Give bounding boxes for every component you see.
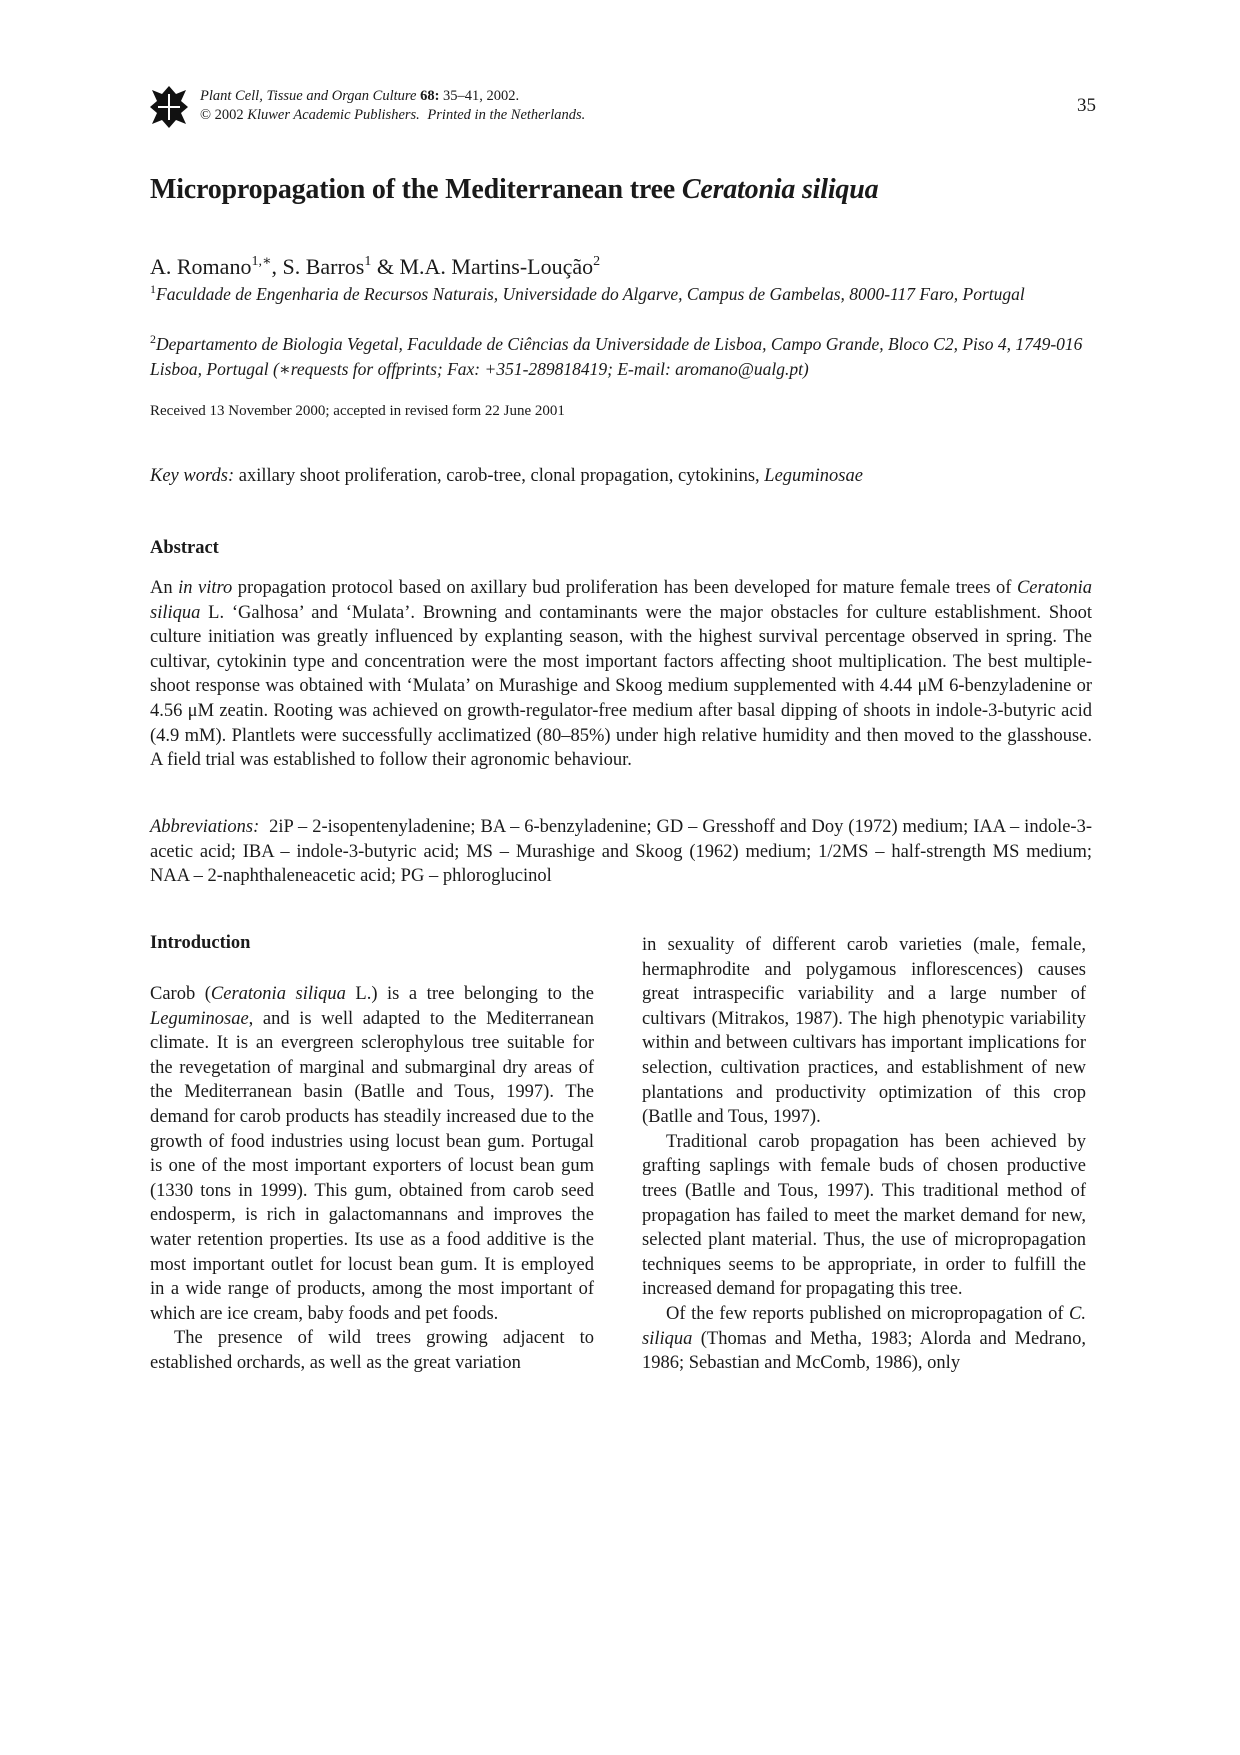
intro-p1-text-a: Carob (: [150, 984, 211, 1004]
received-dates: Received 13 November 2000; accepted in revised form 22 June 2001: [150, 403, 565, 419]
intro-p5-text-a: Of the few reports published on micropropagation of: [666, 1303, 1070, 1324]
publisher-name: Kluwer Academic Publishers.: [247, 107, 420, 123]
intro-paragraph-5: [642, 1302, 1086, 1376]
journal-pages: 35–41, 2002.: [443, 88, 520, 104]
abstract-heading: Abstract: [150, 538, 219, 558]
paper-title: [150, 174, 878, 206]
affiliation-2-text: Departamento de Biologia Vegetal, Faculdade de Ciências da Universidade de Lisboa, Campo Grande, Bloco C2, Piso 4, 1749-016 Lisboa, Portugal (∗requests for offprints; Fax: +351-289818419; E-mail: aromano@ualg.pt): [150, 334, 1083, 379]
publisher-logo-icon: [150, 84, 188, 130]
left-column: [150, 982, 594, 1376]
author-martins-sup: 2: [593, 254, 601, 269]
affiliation-1-sup: 1: [150, 282, 156, 296]
abstract-body: [150, 576, 1092, 773]
right-column: [642, 933, 1086, 1376]
keywords-label: Key words:: [150, 466, 235, 486]
journal-citation: [200, 87, 585, 125]
intro-p5-text-b: (Thomas and Metha, 1983; Alorda and Medrano, 1986; Sebastian and McComb, 1986), only: [642, 1328, 1086, 1374]
intro-p1-italic-1: Ceratonia siliqua: [210, 984, 346, 1004]
intro-paragraph-4: Traditional carob propagation has been achieved by grafting saplings with female buds of chosen productive trees (Batlle and Tous, 1997). This traditional method of propagation has failed to meet the market demand for new, selected plant material. Thus, the use of micropropagation techniques seems to be appropriate, in order to fulfill the increased demand for propagating this tree.: [642, 1131, 1086, 1300]
intro-paragraph-1: [150, 982, 594, 1326]
keywords: [150, 466, 863, 487]
printed-note: Printed in the Netherlands.: [427, 107, 586, 123]
introduction-heading: Introduction: [150, 933, 251, 953]
keywords-last: Leguminosae: [764, 466, 863, 486]
author-list: [150, 254, 600, 280]
author-martins-loucao: & M.A. Martins-Loução: [371, 254, 594, 279]
intro-p1-text-b: L.) is a tree belonging to the: [345, 984, 595, 1004]
page-number: 35: [1077, 95, 1096, 116]
copyright-symbol: ©: [200, 107, 212, 123]
journal-line-1: [200, 87, 585, 106]
keywords-text: axillary shoot proliferation, carob-tree, clonal propagation, cytokinins,: [238, 466, 760, 486]
intro-p5-italic: C. siliqua: [642, 1303, 1086, 1349]
journal-name: Plant Cell, Tissue and Organ Culture: [200, 88, 417, 104]
title-species: Ceratonia siliqua: [681, 174, 879, 205]
journal-line-2: [200, 106, 585, 125]
affiliation-1-text: Faculdade de Engenharia de Recursos Naturais, Universidade do Algarve, Campus de Gambelas, 8000-117 Faro, Portugal: [156, 284, 1025, 304]
journal-volume: 68:: [420, 88, 440, 104]
affiliation-2: [150, 332, 1092, 382]
abbreviations-label: Abbreviations:: [150, 817, 260, 837]
title-main: Micropropagation of the Mediterranean tree: [150, 174, 676, 205]
affiliation-2-sup: 2: [150, 332, 156, 346]
intro-paragraph-2: The presence of wild trees growing adjacent to established orchards, as well as the great variation: [150, 1328, 594, 1373]
author-barros-sup: 1: [364, 254, 372, 269]
author-romano: A. Romano: [150, 254, 252, 279]
abbreviations: [150, 815, 1092, 889]
abbreviations-text: 2iP – 2-isopentenyladenine; BA – 6-benzyladenine; GD – Gresshoff and Doy (1972) medium; IAA – indole-3-acetic acid; IBA – indole-3-butyric acid; MS – Murashige and Skoog (1962) medium; 1/2MS – half-strength MS medium; NAA – 2-naphthaleneacetic acid; PG – phloroglucinol: [150, 817, 1092, 887]
abstract-text-1: An: [150, 578, 179, 598]
abstract-text-3: L. ‘Galhosa’ and ‘Mulata’. Browning and contaminants were the major obstacles for culture establishment. Shoot culture initiation was greatly influenced by explanting season, with the highest survival percentage observed in spring. The cultivar, cytokinin type and concentration were the most important factors affecting shoot multiplication. The best multiple-shoot response was obtained with ‘Mulata’ on Murashige and Skoog medium supplemented with 4.44 μM 6-benzyladenine or 4.56 μM zeatin. Rooting was achieved on growth-regulator-free medium after basal dipping of shoots in indole-3-butyric acid (4.9 mM). Plantlets were successfully acclimatized (80–85%) under high relative humidity and then moved to the glasshouse. A field trial was established to follow their agronomic behaviour.: [150, 602, 1092, 771]
intro-p1-italic-2: Leguminosae: [150, 1008, 249, 1029]
affiliation-1: [150, 282, 1092, 307]
abstract-italic-2: Ceratonia siliqua: [150, 578, 1092, 623]
intro-p1-text-c: , and is well adapted to the Mediterranean climate. It is an evergreen sclerophylous tree suitable for the revegetation of marginal and submarginal dry areas of the Mediterranean basin (Batlle and Tous, 1997). The demand for carob products has steadily increased due to the growth of food industries using locust bean gum. Portugal is one of the most important exporters of locust bean gum (1330 tons in 1999). This gum, obtained from carob seed endosperm, is rich in galactomannans and improves the water retention properties. Its use as a food additive is the most important outlet for locust bean gum. It is employed in a wide range of products, among the most important of which are ice cream, baby foods and pet foods.: [150, 1008, 594, 1324]
copyright-year: 2002: [214, 107, 244, 123]
intro-paragraph-3: in sexuality of different carob varieties (male, female, hermaphrodite and polygamous inflorescences) causes great intraspecific variability and a large number of cultivars (Mitrakos, 1987). The high phenotypic variability within and between cultivars has important implications for selection, cultivation practices, and establishment of new plantations and productivity optimization of this crop (Batlle and Tous, 1997).: [642, 935, 1086, 1128]
author-romano-sup: 1,∗: [251, 254, 272, 269]
author-barros: , S. Barros: [271, 254, 365, 279]
abstract-text-2: propagation protocol based on axillary bud proliferation has been developed for mature female trees of: [232, 578, 1017, 598]
abstract-italic-1: in vitro: [178, 578, 233, 598]
